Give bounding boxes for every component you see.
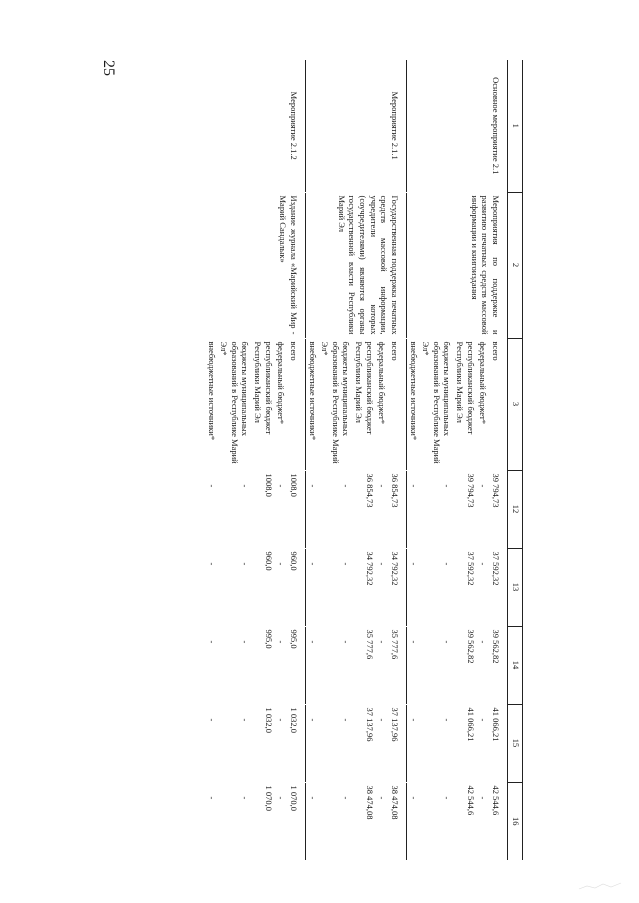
activity-code: Основное мероприятие 2.1 bbox=[491, 77, 501, 175]
amount-cell: - bbox=[240, 562, 251, 566]
amount-cell: 35 777,6 bbox=[364, 629, 375, 660]
amount-cell: 36 854,73 bbox=[364, 473, 375, 508]
amount-cell: - bbox=[307, 640, 318, 644]
amount-cell: - bbox=[240, 484, 251, 488]
table-row bbox=[388, 60, 406, 860]
amount-cell: 995,0 bbox=[263, 629, 274, 649]
amount-cell: - bbox=[478, 718, 489, 722]
amount-cell: 960,0 bbox=[287, 548, 305, 626]
budget-table bbox=[205, 60, 523, 860]
funding-source: республиканский бюджет Республики Марий Эл bbox=[253, 341, 274, 435]
amount-cell: 39 794,73 bbox=[491, 473, 501, 508]
funding-source: внебюджетные источники* bbox=[408, 341, 419, 441]
amount-cell: - bbox=[240, 640, 251, 644]
funding-source: бюджеты муниципальных образований в Республике Марий Эл* bbox=[219, 341, 251, 464]
funding-source: всего bbox=[491, 341, 501, 361]
amount-cell: 1008,0 bbox=[287, 470, 305, 548]
activity-code: Мероприятие 2.1.1 bbox=[306, 60, 407, 192]
funding-source: бюджеты муниципальных образований в Республике Марий Эл* bbox=[421, 341, 453, 464]
amount-cell: 39 562,82 bbox=[491, 629, 501, 664]
amount-cell: 37 137,96 bbox=[364, 707, 375, 742]
amount-cell: - bbox=[478, 562, 489, 566]
amount-cell: 34 792,32 bbox=[364, 551, 375, 586]
amount-cell: - bbox=[206, 484, 217, 488]
amount-cell: - bbox=[206, 796, 217, 800]
amount-cell: - bbox=[408, 796, 419, 800]
funding-source: федеральный бюджет* bbox=[276, 341, 287, 424]
col-header-14: 14 bbox=[508, 626, 523, 704]
amount-cell: - bbox=[307, 718, 318, 722]
funding-source: всего bbox=[388, 338, 406, 470]
amount-cell: - bbox=[240, 718, 251, 722]
col-header-3: 3 bbox=[508, 338, 523, 470]
funding-source: федеральный бюджет* bbox=[478, 341, 489, 424]
amount-cell: 35 777,6 bbox=[388, 626, 406, 704]
amount-cell: - bbox=[442, 484, 453, 488]
amount-cell: - bbox=[341, 484, 352, 488]
funding-source: республиканский бюджет Республики Марий Эл bbox=[354, 341, 375, 435]
amount-cell: 1 032,0 bbox=[287, 704, 305, 782]
funding-source: федеральный бюджет* bbox=[377, 341, 388, 424]
amount-cell: - bbox=[478, 484, 489, 488]
funding-source: бюджеты муниципальных образований в Республике Марий Эл* bbox=[320, 341, 352, 464]
amount-cell: - bbox=[478, 640, 489, 644]
amount-cell: 42 544,6 bbox=[491, 785, 501, 816]
activity-name: Государственная поддержка печатных средств массовой информации, учредители которых (соучредителями) являются органы государственной власти Республики Марий Эл bbox=[306, 192, 407, 338]
table-body bbox=[205, 60, 508, 860]
amount-cell: - bbox=[377, 640, 388, 644]
amount-cell: 41 066,21 bbox=[465, 707, 476, 742]
scan-noise-mark bbox=[577, 880, 627, 892]
funding-source: всего bbox=[287, 338, 305, 470]
funding-source: внебюджетные источники* bbox=[307, 341, 318, 441]
amount-cell: 41 066,21 bbox=[491, 707, 501, 742]
amount-cell: - bbox=[341, 640, 352, 644]
amount-cell: - bbox=[307, 484, 318, 488]
col-header-12: 12 bbox=[508, 470, 523, 548]
table-row bbox=[287, 60, 305, 860]
amount-cell: 37 137,96 bbox=[388, 704, 406, 782]
amount-cell: - bbox=[408, 484, 419, 488]
amount-cell: - bbox=[307, 562, 318, 566]
amount-cell: - bbox=[341, 562, 352, 566]
amount-cell: 39 794,73 bbox=[465, 473, 476, 508]
amount-cell: - bbox=[442, 640, 453, 644]
activity-name: Мероприятия по поддержке и развитию печатных средств массовой информации и книгоиздания bbox=[469, 195, 501, 335]
amount-cell: 960,0 bbox=[263, 551, 274, 571]
col-header-15: 15 bbox=[508, 704, 523, 782]
amount-cell: 38 474,08 bbox=[388, 782, 406, 860]
amount-cell: - bbox=[408, 562, 419, 566]
amount-cell: 1 032,0 bbox=[263, 707, 274, 733]
amount-cell: - bbox=[206, 562, 217, 566]
amount-cell: - bbox=[408, 718, 419, 722]
amount-cell: 38 474,08 bbox=[364, 785, 375, 820]
funding-source: республиканский бюджет Республики Марий Эл bbox=[455, 341, 476, 435]
amount-cell: 37 592,32 bbox=[465, 551, 476, 586]
amount-cell: 37 592,32 bbox=[491, 551, 501, 586]
amount-cell: - bbox=[408, 640, 419, 644]
budget-table-wrapper bbox=[205, 60, 523, 860]
funding-source: внебюджетные источники* bbox=[206, 341, 217, 441]
amount-cell: - bbox=[240, 796, 251, 800]
amount-cell: - bbox=[341, 718, 352, 722]
col-header-1: 1 bbox=[508, 60, 523, 192]
col-header-13: 13 bbox=[508, 548, 523, 626]
amount-cell: 42 544,6 bbox=[465, 785, 476, 816]
amount-cell: 995,0 bbox=[287, 626, 305, 704]
amount-cell: - bbox=[442, 718, 453, 722]
amount-cell: - bbox=[377, 796, 388, 800]
activity-name: Издание журнала «Марийский Мир - Марий Сандалык» bbox=[205, 192, 306, 338]
table-row bbox=[489, 60, 507, 860]
col-header-16: 16 bbox=[508, 782, 523, 860]
amount-cell: 34 792,32 bbox=[388, 548, 406, 626]
amount-cell: - bbox=[276, 640, 287, 644]
amount-cell: - bbox=[377, 562, 388, 566]
amount-cell: - bbox=[276, 718, 287, 722]
amount-cell: - bbox=[442, 796, 453, 800]
col-header-2: 2 bbox=[508, 192, 523, 338]
amount-cell: - bbox=[276, 562, 287, 566]
amount-cell: - bbox=[206, 718, 217, 722]
amount-cell: 36 854,73 bbox=[388, 470, 406, 548]
amount-cell: - bbox=[307, 796, 318, 800]
amount-cell: - bbox=[442, 562, 453, 566]
page-number: 25 bbox=[100, 60, 117, 76]
amount-cell: - bbox=[377, 718, 388, 722]
amount-cell: 39 562,82 bbox=[465, 629, 476, 664]
amount-cell: - bbox=[377, 484, 388, 488]
amount-cell: 1 070,0 bbox=[263, 785, 274, 811]
amount-cell: - bbox=[276, 796, 287, 800]
amount-cell: - bbox=[206, 640, 217, 644]
amount-cell: - bbox=[276, 484, 287, 488]
amount-cell: 1008,0 bbox=[263, 473, 274, 497]
amount-cell: - bbox=[478, 796, 489, 800]
amount-cell: - bbox=[341, 796, 352, 800]
amount-cell: 1 070,0 bbox=[287, 782, 305, 860]
activity-code: Мероприятие 2.1.2 bbox=[205, 60, 306, 192]
table-header-row bbox=[508, 60, 523, 860]
